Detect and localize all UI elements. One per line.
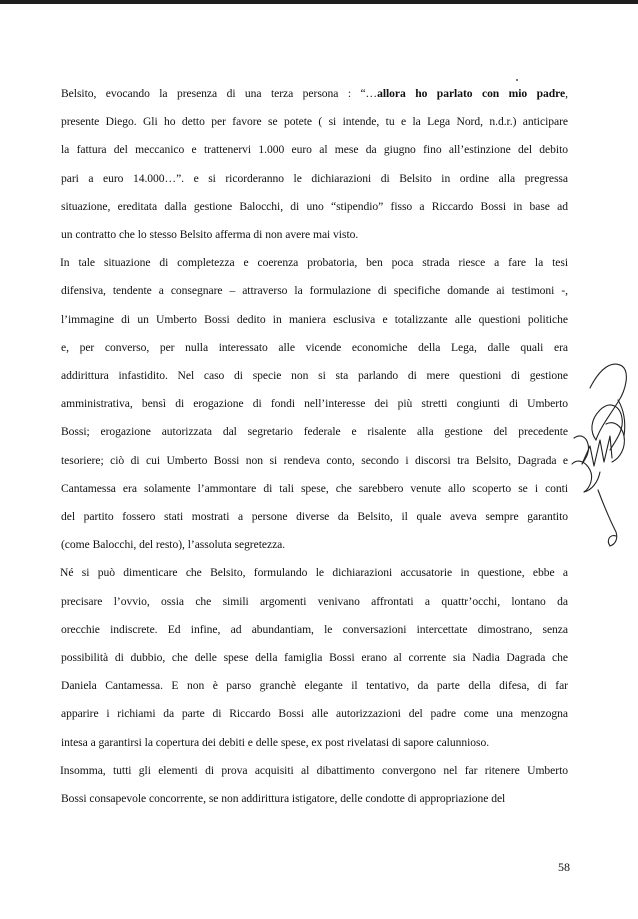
text-line	[61, 306, 568, 334]
text-line	[61, 672, 568, 700]
text-line	[61, 362, 568, 390]
text-segment: del partito fossero stati mostrati a persone diverse da Belsito, il quale aveva sempre garantito	[61, 510, 568, 524]
text-segment: presente Diego. Gli ho detto per favore se potete ( si intende, tu e la Lega Nord, n.d.r.) anticipare	[61, 115, 568, 129]
text-segment: possibilità di dubbio, che delle spese della famiglia Bossi erano al corrente sia Nadia Dagrada che	[61, 651, 568, 665]
text-line	[61, 418, 568, 446]
document-body	[61, 80, 568, 813]
text-segment: apparire i richiami da parte di Riccardo Bossi alle autorizzazioni del padre come una menzogna	[61, 707, 568, 721]
text-segment: Daniela Cantamessa. E non è parso granchè elegante il tentativo, da parte della difesa, di far	[61, 679, 568, 693]
text-line	[61, 447, 568, 475]
text-line	[61, 729, 568, 757]
text-line	[61, 475, 568, 503]
text-line	[61, 503, 568, 531]
text-segment: difensiva, tendente a consegnare – attraverso la formulazione di specifiche domande ai testimoni -,	[61, 284, 568, 298]
text-segment: Bossi consapevole concorrente, se non addirittura istigatore, delle condotte di appropriazione del	[61, 792, 506, 806]
top-rule	[0, 0, 638, 4]
text-segment: Cantamessa era solamente l’ammontare di tali spese, che sarebbero venute allo scoperto se i conti	[61, 481, 568, 495]
bold-quote-text: allora ho parlato con mio padre	[377, 87, 566, 100]
text-segment: precisare l’ovvio, ossia che simili argomenti venivano affrontati a quattr’occhi, lontano da	[61, 594, 568, 608]
handwritten-signature-icon	[560, 340, 638, 560]
paragraph	[61, 559, 568, 756]
text-segment: la fattura del meccanico e trattenervi 1.000 euro al mese da giugno fino all’estinzione del debito	[61, 143, 568, 157]
text-segment: Né si può dimenticare che Belsito, formulando le dichiarazioni accusatorie in questione, ebbe a	[60, 566, 568, 580]
text-segment: orecchie indiscrete. Ed infine, ad abundantiam, le conversazioni intercettate dimostrano, senza	[61, 622, 568, 636]
text-segment: addirittura infastidito. Nel caso di specie non si sta parlando di mere questioni di gestione	[61, 369, 568, 383]
paragraph	[61, 249, 568, 559]
text-line	[61, 334, 568, 362]
text-segment: Insomma, tutti gli elementi di prova acquisiti al dibattimento convergono nel far ritenere Umberto	[60, 763, 568, 777]
text-line	[61, 165, 568, 193]
text-line	[61, 700, 568, 728]
text-segment: intesa a garantirsi la copertura dei debiti e delle spese, ex post rivelatasi di sapore calunnioso.	[61, 735, 490, 749]
text-segment: (come Balocchi, del resto), l’assoluta segretezza.	[61, 538, 286, 552]
text-segment: situazione, ereditata dalla gestione Balocchi, di uno “stipendio” fisso a Riccardo Bossi in base ad	[61, 199, 568, 213]
text-line	[61, 644, 568, 672]
text-line	[61, 108, 568, 136]
text-segment: e, per converso, per nulla interessato alle vicende economiche della Lega, dalle quali era	[61, 340, 568, 354]
text-line	[61, 193, 568, 221]
text-line	[61, 616, 568, 644]
text-segment: pari a euro 14.000…”. e si ricorderanno le dichiarazioni di Belsito in ordine alla pregressa	[61, 171, 568, 185]
paragraph	[61, 757, 568, 813]
text-line	[61, 785, 568, 813]
text-segment: un contratto che lo stesso Belsito afferma di non avere mai visto.	[61, 228, 359, 242]
text-line	[61, 390, 568, 418]
text-segment: l’immagine di un Umberto Bossi dedito in maniera esclusiva e totalizzante alle questioni politiche	[61, 312, 568, 326]
text-line	[61, 136, 568, 164]
text-line	[61, 531, 568, 559]
text-segment: amministrativa, bensì di erogazione di fondi nell’interesse dei più stretti congiunti di Umberto	[61, 397, 568, 411]
paragraph	[61, 80, 568, 249]
text-line	[60, 757, 568, 785]
text-line	[60, 559, 568, 587]
text-segment: In tale situazione di completezza e coerenza probatoria, ben poca strada riesce a fare la tesi	[60, 256, 568, 270]
text-segment: ,	[565, 87, 569, 100]
text-segment: Bossi; erogazione autorizzata dal segretario federale e risalente alla gestione del precedente	[61, 425, 568, 439]
text-line	[60, 249, 568, 277]
text-segment: Belsito, evocando la presenza di una terza persona : “…	[61, 87, 378, 100]
text-line	[61, 277, 568, 305]
page-number: 58	[558, 860, 570, 874]
text-line	[61, 80, 568, 108]
text-segment: tesoriere; ciò di cui Umberto Bossi non si rendeva conto, secondo i discorsi tra Belsito, Dagrada e	[61, 453, 568, 467]
text-line	[61, 588, 568, 616]
text-line	[61, 221, 568, 249]
